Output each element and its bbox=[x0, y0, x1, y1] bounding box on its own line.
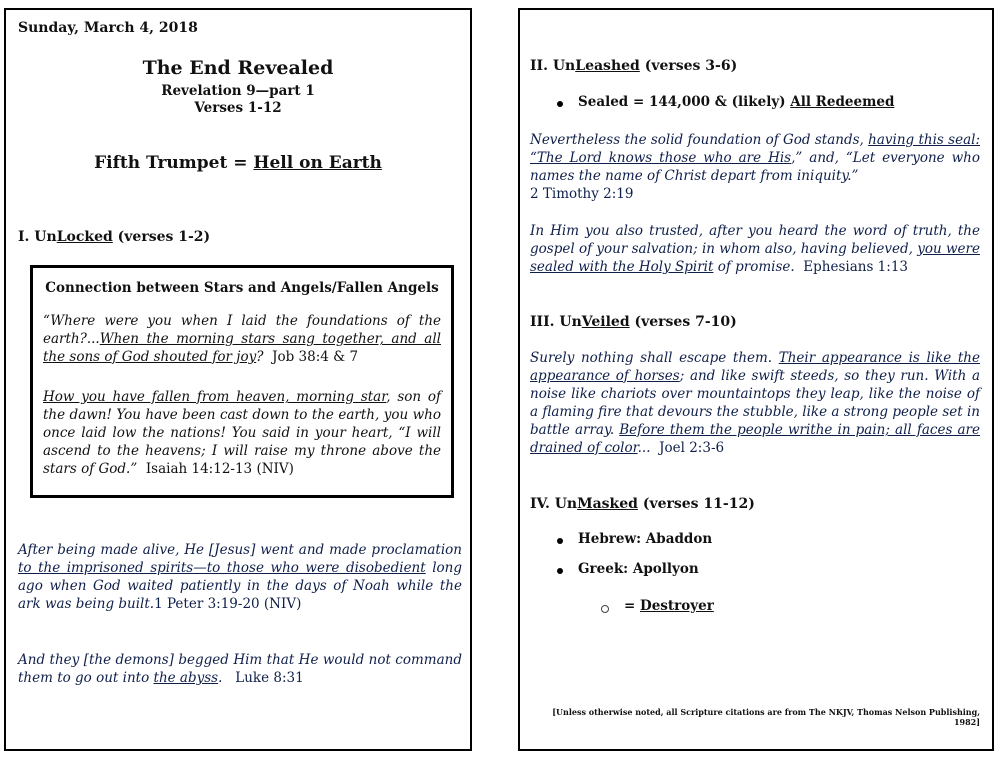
bullet-icon bbox=[557, 568, 563, 574]
bullet-icon bbox=[557, 101, 563, 107]
job-quote: “Where were you when I laid the foundations of the earth?...When the morning stars sang together, and all the sons of God shouted for joy? Job 38:4 & 7 bbox=[43, 313, 441, 365]
left-page bbox=[4, 8, 472, 751]
luke-quote: And they [the demons] begged Him that He would not command them to go out into the abyss. Luke 8:31 bbox=[18, 652, 462, 686]
timothy-quote: Nevertheless the solid foundation of God stands, having this seal: “The Lord knows those who are His,” and, “Let everyone who names the name of Christ depart from iniquity.” 2 Timothy 2:19 bbox=[530, 132, 980, 202]
bullet-icon bbox=[557, 538, 563, 544]
joel-quote: Surely nothing shall escape them. Their appearance is like the appearance of horses; and like swift steeds, so they run. With a noise like chariots over mountaintops they leap, like the noise of a flaming fire that devours the stubble, like a strong people set in battle array. Before them the people writhe in pain; all faces are drained of color... Joel 2:3-6 bbox=[530, 350, 980, 456]
sermon-verses: Verses 1-12 bbox=[194, 100, 282, 116]
trumpet-heading: Fifth Trumpet = Hell on Earth bbox=[94, 153, 382, 173]
sermon-title: The End Revealed bbox=[142, 57, 334, 79]
peter-quote: After being made alive, He [Jesus] went and made proclamation to the imprisoned spirits—to those who were disobedient long ago when God waited patiently in the days of Noah while the ark was being built.1 Peter 3:19-20 (NIV) bbox=[18, 542, 462, 612]
isaiah-quote: How you have fallen from heaven, morning star, son of the dawn! You have been cast down to the earth, you who once laid low the nations! You said in your heart, “I will ascend to the heavens; I will raise my throne above the stars of God.” Isaiah 14:12-13 (NIV) bbox=[43, 389, 442, 477]
hebrew-item: Hebrew: Abaddon bbox=[578, 531, 713, 547]
section-heading-unleashed: II. UnLeashed (verses 3-6) bbox=[530, 58, 738, 74]
destroyer-item: = Destroyer bbox=[624, 598, 714, 614]
sealed-item: Sealed = 144,000 & (likely) All Redeemed bbox=[578, 94, 895, 110]
section-heading-unmasked: IV. UnMasked (verses 11-12) bbox=[530, 496, 755, 512]
section-heading-unveiled: III. UnVeiled (verses 7-10) bbox=[530, 314, 737, 330]
ephesians-quote: In Him you also trusted, after you heard the word of truth, the gospel of your salvation; in whom also, having believed, you were sealed with the Holy Spirit of promise. Ephesians 1:13 bbox=[530, 223, 980, 275]
right-page bbox=[518, 8, 994, 751]
circle-bullet-icon bbox=[601, 605, 609, 613]
greek-item: Greek: Apollyon bbox=[578, 561, 699, 577]
scripture-footnote: [Unless otherwise noted, all Scripture citations are from The NKJV, Thomas Nelson Publishing, 1982] bbox=[552, 707, 980, 727]
box-heading: Connection between Stars and Angels/Fallen Angels bbox=[45, 280, 439, 296]
sermon-subtitle: Revelation 9—part 1 bbox=[161, 83, 315, 99]
section-heading-unlocked: I. UnLocked (verses 1-2) bbox=[18, 229, 211, 245]
stars-angels-box bbox=[30, 265, 454, 498]
date: Sunday, March 4, 2018 bbox=[18, 20, 198, 36]
